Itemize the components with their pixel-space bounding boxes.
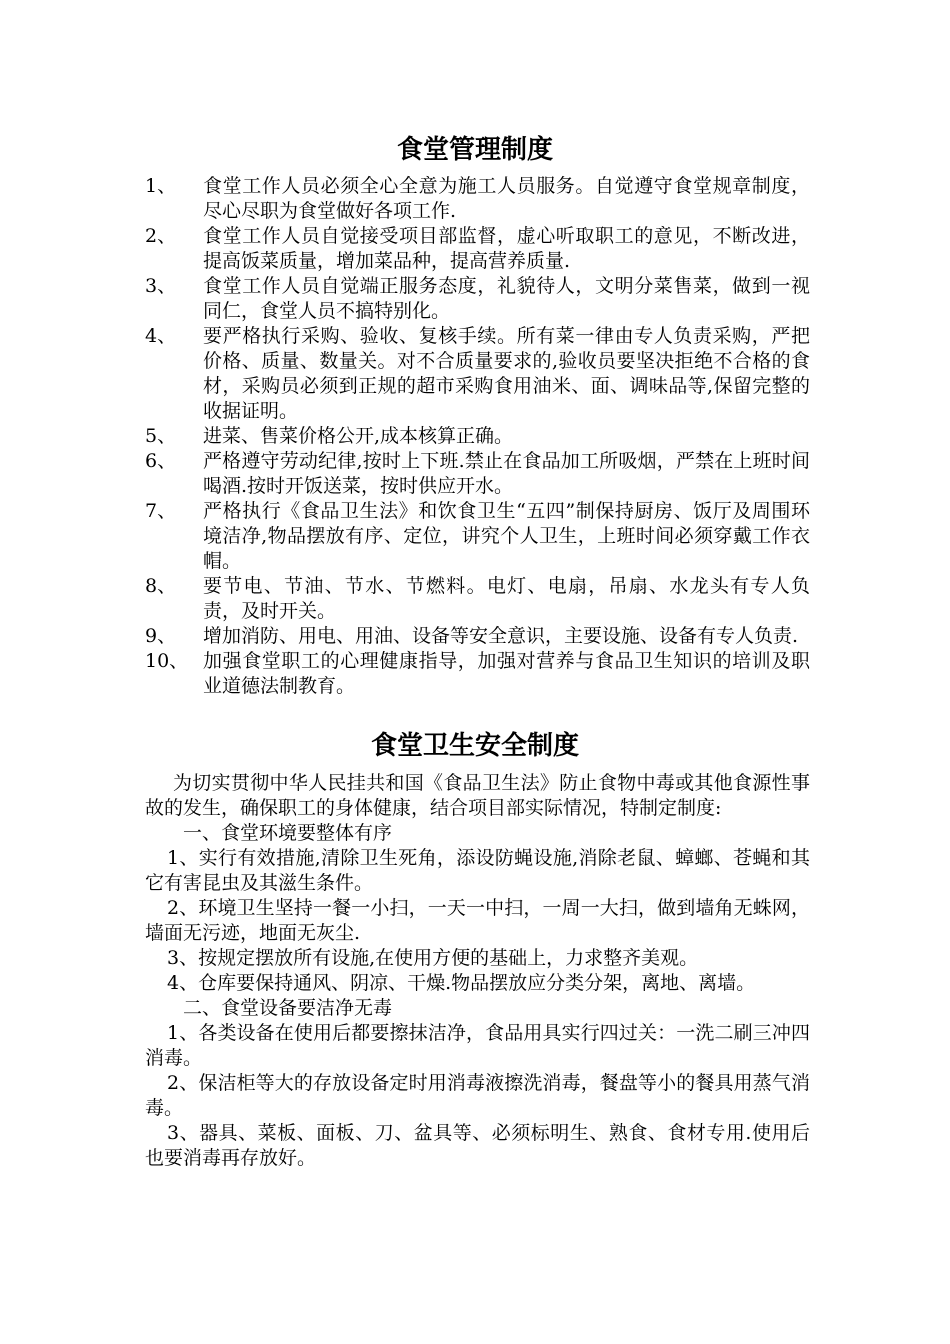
canteen-management-title: 食堂管理制度	[396, 135, 553, 165]
rule-item	[145, 324, 810, 424]
rule-number: 10、	[145, 650, 189, 672]
list-item: 1、实行有效措施,清除卫生死角，添设防蝇设施,消除老鼠、蟑螂、苍蝇和其它有害昆虫及其滋生条件。	[145, 847, 810, 894]
rule-item	[145, 574, 810, 624]
canteen-safety-title: 食堂卫生安全制度	[370, 731, 579, 761]
list-item: 2、环境卫生坚持一餐一小扫，一天一中扫，一周一大扫，做到墙角无蛛网，墙面无污迹，地面无灰尘.	[145, 897, 810, 944]
safety-section-body	[145, 771, 810, 1171]
rule-item	[145, 499, 810, 574]
rule-number: 1、	[145, 175, 177, 197]
rule-text: 食堂工作人员自觉接受项目部监督，虚心听取职工的意见，不断改进，提高饭菜质量，增加菜品种，提高营养质量.	[203, 225, 810, 272]
rule-text: 食堂工作人员必须全心全意为施工人员服务。自觉遵守食堂规章制度，尽心尽职为食堂做好各项工作.	[203, 175, 810, 222]
part2-heading: 二、食堂设备要洁净无毒	[183, 997, 393, 1019]
rule-number: 7、	[145, 500, 177, 522]
rule-item	[145, 649, 810, 699]
rule-text: 严格遵守劳动纪律,按时上下班.禁止在食品加工所吸烟，严禁在上班时间喝酒.按时开饭送菜，按时供应开水。	[203, 450, 810, 497]
rule-item	[145, 274, 810, 324]
rule-number: 4、	[145, 325, 177, 347]
list-item: 4、仓库要保持通风、阴凉、干燥.物品摆放应分类分架，离地、离墙。	[167, 972, 756, 994]
rule-number: 5、	[145, 425, 177, 447]
rule-item	[145, 424, 810, 449]
list-item: 3、器具、菜板、面板、刀、盆具等、必须标明生、熟食、食材专用.使用后也要消毒再存放好。	[145, 1122, 810, 1169]
rule-text: 食堂工作人员自觉端正服务态度，礼貌待人，文明分菜售菜，做到一视同仁，食堂人员不搞特别化。	[203, 275, 810, 322]
list-item: 1、各类设备在使用后都要擦抹洁净，食品用具实行四过关：一洗二刷三冲四消毒。	[145, 1022, 810, 1069]
rule-text: 进菜、售菜价格公开,成本核算正确。	[203, 425, 514, 447]
rule-number: 8、	[145, 575, 177, 597]
rule-item	[145, 174, 810, 224]
rule-number: 3、	[145, 275, 177, 297]
rule-text: 严格执行《食品卫生法》和饮食卫生“五四”制保持厨房、饭厅及周围环境洁净,物品摆放有序、定位，讲究个人卫生，上班时间必须穿戴工作衣帽。	[203, 500, 810, 572]
part1-heading: 一、食堂环境要整体有序	[183, 822, 393, 844]
intro-paragraph: 为切实贯彻中华人民挂共和国《食品卫生法》防止食物中毒或其他食源性事故的发生，确保职工的身体健康，结合项目部实际情况，特制定制度:	[145, 772, 810, 819]
rule-item	[145, 224, 810, 274]
management-rules-list	[145, 174, 810, 699]
rule-number: 6、	[145, 450, 177, 472]
rule-number: 9、	[145, 625, 177, 647]
rule-item	[145, 449, 810, 499]
rule-item	[145, 624, 810, 649]
list-item: 2、保洁柜等大的存放设备定时用消毒液擦洗消毒，餐盘等小的餐具用蒸气消毒。	[145, 1072, 810, 1119]
rule-text: 加强食堂职工的心理健康指导，加强对营养与食品卫生知识的培训及职业道德法制教育。	[203, 650, 810, 697]
list-item: 3、按规定摆放所有设施,在使用方便的基础上，力求整齐美观。	[167, 947, 699, 969]
rule-text: 要节电、节油、节水、节燃料。电灯、电扇，吊扇、水龙头有专人负责，及时开关。	[203, 575, 810, 622]
rule-text: 要严格执行采购、验收、复核手续。所有菜一律由专人负责采购，严把价格、质量、数量关。对不合质量要求的,验收员要坚决拒绝不合格的食材，采购员必须到正规的超市采购食用油米、面、调味品等,保留完整的收据证明。	[203, 325, 810, 422]
rule-number: 2、	[145, 225, 177, 247]
rule-text: 增加消防、用电、用油、设备等安全意识，主要设施、设备有专人负责.	[203, 625, 799, 647]
